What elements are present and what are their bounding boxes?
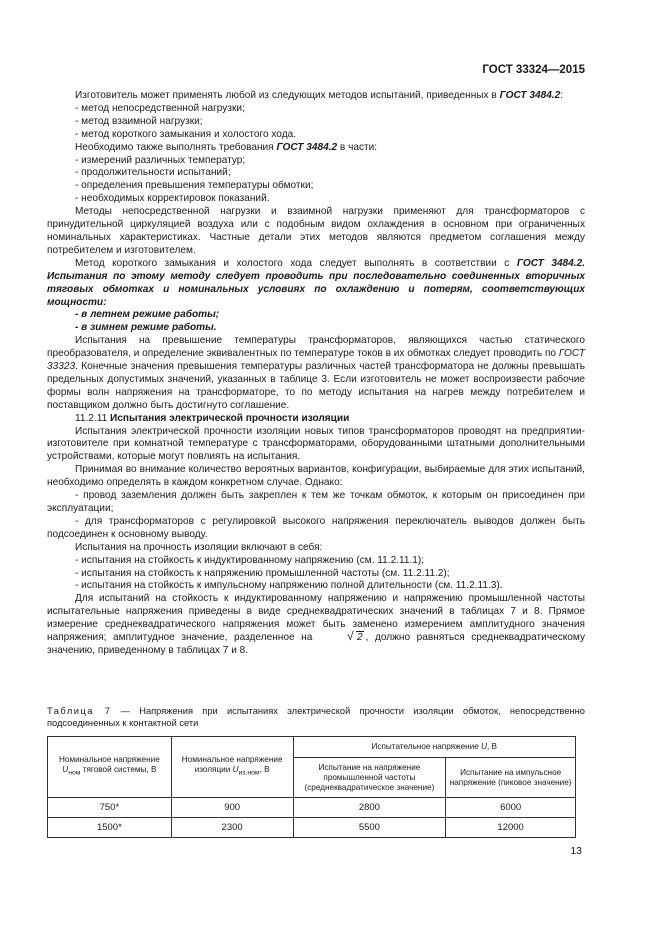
paragraph-load-methods: Методы непосредственной нагрузки и взаимной нагрузки применяют для трансформаторов с принудительной циркуляцией воздуха или с подобным видом охлаждения в основном при ограниченных номинальных характеристиках. Частные детали этих методов являются предметом соглашения между потребителем и изготовителем. (47, 206, 585, 256)
list-item: - метод взаимной нагрузки; (75, 115, 203, 127)
radical-sign-icon: √ (346, 629, 354, 644)
column-header-test-voltage: Испытательное напряжение U, В (293, 737, 576, 758)
table-cell: 2300 (171, 818, 293, 838)
table-row (48, 818, 576, 838)
paragraph-methods: Изготовитель может применять любой из следующих методов испытаний, приведенных в ГОСТ 3484.2: (75, 90, 564, 101)
standard-reference: ГОСТ 3484.2. (516, 257, 586, 269)
table-cell: 750* (48, 798, 172, 818)
body-text (47, 90, 585, 658)
column-header-insulation-voltage: Номинальное напряжение изоляции $U_{из.ном}$, В (171, 737, 293, 798)
table-caption: Таблица 7 — Напряжения при испытаниях электрической прочности изоляции обмоток, непосредственно подсоединенных к контактной сети (47, 706, 585, 728)
column-header-impulse: Испытание на импульсное напряжение (пиковое значение) (446, 758, 576, 798)
table-cell: 2800 (293, 798, 446, 818)
document-header: ГОСТ 33324—2015 (482, 64, 585, 76)
table-cell: 900 (171, 798, 293, 818)
paragraph-short-circuit: Метод короткого замыкания и холостого хода следует выполнять в соответствии с ГОСТ 3484.2. Испытания по этому методу следует проводить при последовательно соединенных вторичных тяговых обмотках и номинальных условиях по охлаждению и потерям, соответствующих мощности: (47, 257, 586, 308)
list-item: - необходимых корректировок показаний. (75, 193, 270, 205)
paragraph-test-list-intro: Испытания на прочность изоляции включают в себя: (75, 541, 323, 553)
list-item: - метод короткого замыкания и холостого хода. (75, 128, 297, 140)
standard-reference: ГОСТ 3484.2 (276, 141, 338, 153)
list-item: - испытания на стойкость к индуктированному напряжению (см. 11.2.11.1); (75, 554, 425, 566)
list-item: - для трансформаторов с регулировкой высокого напряжения переключатель выводов должен быть подсоединен к основному выводу. (47, 515, 585, 540)
table-label: Таблица 7 (47, 706, 112, 716)
table-cell: 5500 (293, 818, 446, 838)
list-item: - метод непосредственной нагрузки; (75, 102, 245, 114)
column-header-system-voltage: Номинальное напряжение $U_{ном}$ тяговой системы, В (48, 737, 172, 798)
list-item: - в летнем режиме работы; (75, 309, 220, 321)
paragraph-requirements: Необходимо также выполнять требования ГОСТ 3484.2 в части: (75, 141, 378, 153)
standard-reference: ГОСТ 3484.2 (499, 90, 561, 101)
list-item: - продолжительности испытаний; (75, 167, 231, 179)
paragraph-temperature-rise: Испытания на превышение температуры трансформаторов, являющихся частью статического преобразователя, и определение эквивалентных по температуре токов в их обмотках следует проводить по ГОСТ 33323. Конечные значения превышения температуры различных частей трансформатора не должны превышать предельных допустимых значений, указанных в таблице 3. Если изготовитель не может воспроизвести рабочие формы волн напряжения на трансформаторе, то по методу испытания на нагрев между потребителем и поставщиком должно быть достигнуто соглашение. (47, 335, 585, 411)
table-cell: 6000 (446, 798, 576, 818)
list-item: - измерений различных температур; (75, 154, 246, 166)
paragraph-configurations: Принимая во внимание количество вероятных вариантов, конфигурации, выбираемые для этих испытаний, необходимо определять в каждом конкретном случае. Однако: (47, 464, 585, 489)
table-cell: 12000 (446, 818, 576, 838)
table-cell: 1500* (48, 818, 172, 838)
list-item: - испытания на стойкость к напряжению промышленной частоты (см. 11.2.11.2); (75, 567, 450, 579)
table-row (48, 798, 576, 818)
list-item: - испытания на стойкость к импульсному напряжению полной длительности (см. 11.2.11.3). (75, 580, 503, 592)
column-header-power-frequency: Испытание на напряжение промышленной частоты (среднеквадратическое значение) (293, 758, 446, 798)
list-item: - определения превышения температуры обмотки; (75, 180, 314, 192)
table-header-row (48, 737, 576, 758)
square-root-symbol: √ 2 (319, 632, 366, 645)
list-item: - в зимнем режиме работы. (75, 322, 217, 334)
paragraph-insulation-tests: Испытания электрической прочности изоляции новых типов трансформаторов проводят на предприятии-изготовителе при комнатной температуре с трансформаторами, оборудованными штатными дополнительными устройствами, которые могут повлиять на испытания. (47, 425, 585, 463)
page-number: 13 (570, 845, 582, 857)
standard-reference: ГОСТ 33323 (47, 348, 585, 373)
test-voltage-table (47, 736, 576, 838)
section-title: Испытания электрической прочности изоляции (109, 412, 350, 424)
paragraph-rms-values: Для испытаний на стойкость к индуктированному напряжению и напряжению промышленной частоты испытательные напряжения приведены в виде среднеквадратических значений в таблицах 7 и 8. Прямое измерение среднеквадратического напряжения может быть заменено измерением амплитудного значения напряжения; амплитудное значение, разделенное на √ 2 , должно равняться среднеквадратическому значению, приведенному в таблицах 7 и 8. (47, 593, 585, 656)
section-heading: 11.2.11 Испытания электрической прочности изоляции (75, 412, 350, 424)
list-item: - провод заземления должен быть закреплен к тем же точкам обмоток, к которым он присоединен при эксплуатации; (47, 490, 585, 514)
